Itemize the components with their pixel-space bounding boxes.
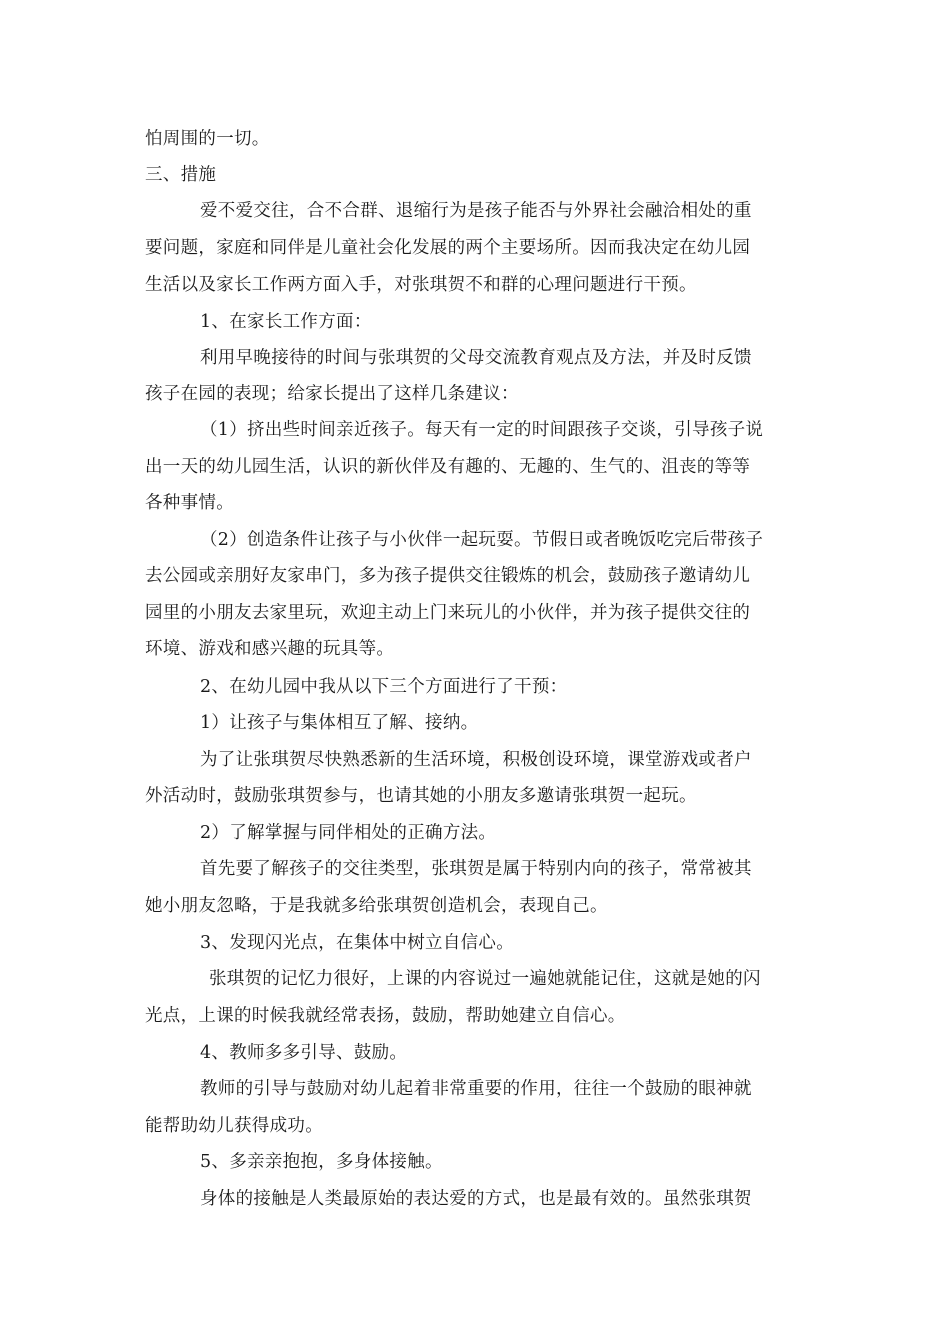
subheading: 1）让孩子与集体相互了解、接纳。 bbox=[200, 713, 479, 733]
text-line: 身体的接触是人类最原始的表达爱的方式，也是最有效的。虽然张琪贺 bbox=[200, 1189, 752, 1209]
text-line: 张琪贺的记忆力很好，上课的内容说过一遍她就能记住，这就是她的闪 bbox=[209, 969, 761, 989]
text-line: 怕周围的一切。 bbox=[145, 129, 270, 149]
text-line: 首先要了解孩子的交往类型，张琪贺是属于特别内向的孩子，常常被其 bbox=[200, 859, 752, 879]
text-line: 各种事情。 bbox=[145, 493, 234, 513]
text-line: 教师的引导与鼓励对幼儿起着非常重要的作用，往往一个鼓励的眼神就 bbox=[200, 1079, 752, 1099]
text-line: 能帮助幼儿获得成功。 bbox=[145, 1116, 323, 1136]
text-line: 环境、游戏和感兴趣的玩具等。 bbox=[145, 639, 395, 659]
text-line: 她小朋友忽略，于是我就多给张琪贺创造机会，表现自己。 bbox=[145, 896, 608, 916]
subheading: 2、在幼儿园中我从以下三个方面进行了干预： bbox=[200, 677, 568, 697]
section-heading: 三、措施 bbox=[145, 165, 217, 185]
text-line: 利用早晚接待的时间与张琪贺的父母交流教育观点及方法，并及时反馈 bbox=[200, 348, 752, 368]
text-line: （2）创造条件让孩子与小伙伴一起玩耍。节假日或者晚饭吃完后带孩子 bbox=[200, 530, 764, 550]
text-line: 爱不爱交往，合不合群、退缩行为是孩子能否与外界社会融洽相处的重 bbox=[200, 201, 752, 221]
subheading: 1、在家长工作方面： bbox=[200, 312, 372, 332]
text-line: 园里的小朋友去家里玩，欢迎主动上门来玩儿的小伙伴，并为孩子提供交往的 bbox=[145, 603, 751, 623]
subheading: 4、教师多多引导、鼓励。 bbox=[200, 1043, 408, 1063]
text-line: 外活动时，鼓励张琪贺参与，也请其她的小朋友多邀请张琪贺一起玩。 bbox=[145, 786, 697, 806]
text-line: （1）挤出些时间亲近孩子。每天有一定的时间跟孩子交谈，引导孩子说 bbox=[200, 420, 764, 440]
text-line: 要问题，家庭和同伴是儿童社会化发展的两个主要场所。因而我决定在幼儿园 bbox=[145, 238, 751, 258]
subheading: 2）了解掌握与同伴相处的正确方法。 bbox=[200, 823, 497, 843]
text-line: 生活以及家长工作两方面入手，对张琪贺不和群的心理问题进行干预。 bbox=[145, 275, 697, 295]
text-line: 为了让张琪贺尽快熟悉新的生活环境，积极创设环境，课堂游戏或者户 bbox=[200, 750, 752, 770]
text-line: 出一天的幼儿园生活，认识的新伙伴及有趣的、无趣的、生气的、沮丧的等等 bbox=[145, 457, 751, 477]
text-line: 光点，上课的时候我就经常表扬，鼓励，帮助她建立自信心。 bbox=[145, 1006, 626, 1026]
subheading: 5、多亲亲抱抱，多身体接触。 bbox=[200, 1152, 443, 1172]
text-line: 孩子在园的表现；给家长提出了这样几条建议： bbox=[145, 384, 519, 404]
subheading: 3、发现闪光点，在集体中树立自信心。 bbox=[200, 933, 515, 953]
text-line: 去公园或亲朋好友家串门，多为孩子提供交往锻炼的机会，鼓励孩子邀请幼儿 bbox=[145, 566, 751, 586]
